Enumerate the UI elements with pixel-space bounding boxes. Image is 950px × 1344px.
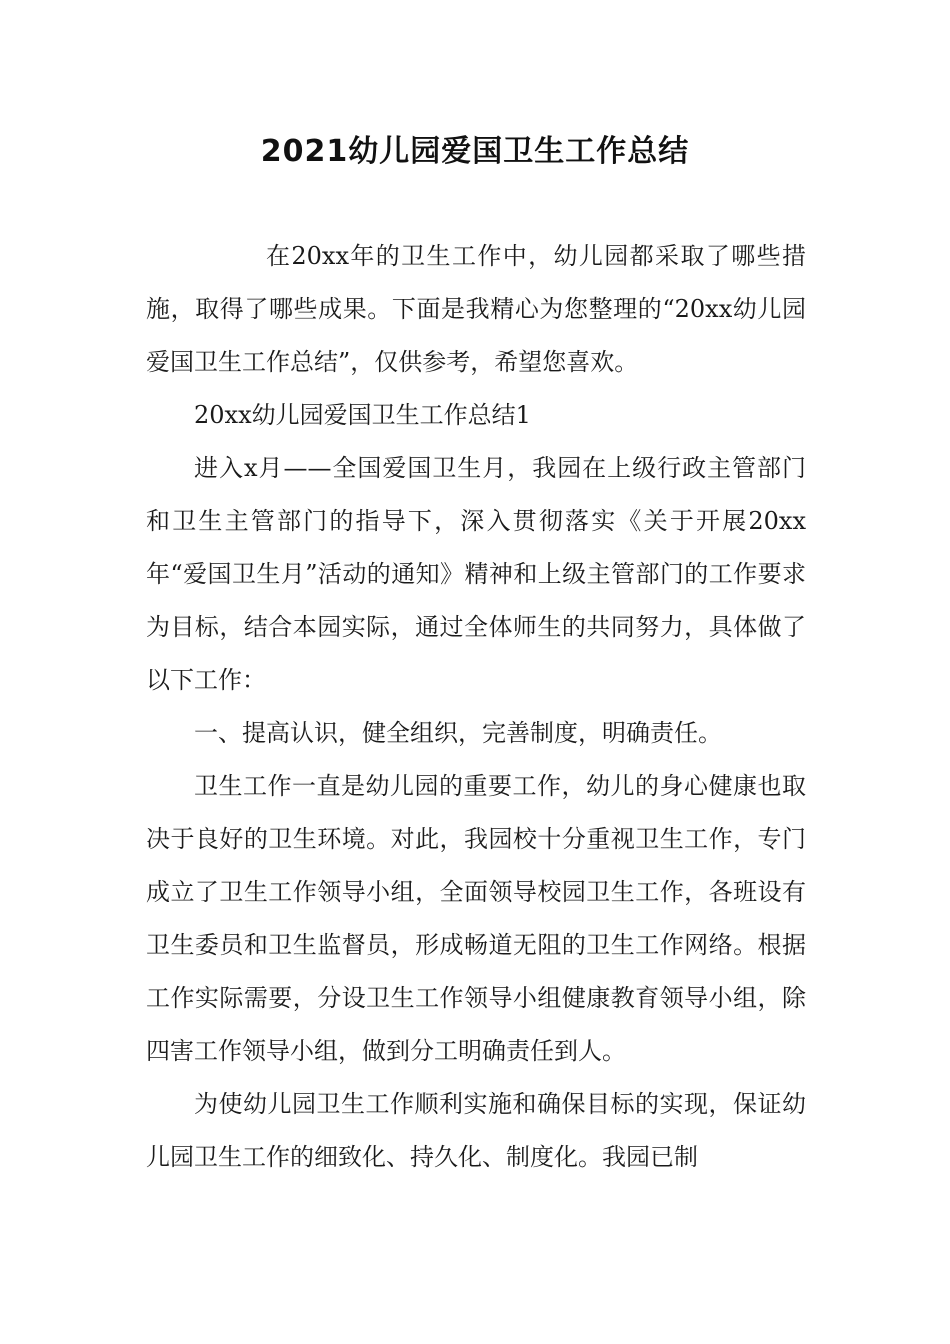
body-paragraph: 进入x月——全国爱国卫生月，我园在上级行政主管部门和卫生主管部门的指导下，深入贯彻落实《关于开展20xx年“爱国卫生月”活动的通知》精神和上级主管部门的工作要求为目标，结合本园实际，通过全体师生的共同努力，具体做了以下工作： xyxy=(146,454,806,694)
document-body xyxy=(146,230,806,1184)
subsection-heading: 一、提高认识，健全组织，完善制度，明确责任。 xyxy=(194,719,722,747)
document-title: 2021幼儿园爱国卫生工作总结 xyxy=(260,134,690,169)
intro-paragraph: 在20xx年的卫生工作中，幼儿园都采取了哪些措施，取得了哪些成果。下面是我精心为您整理的“20xx幼儿园爱国卫生工作总结”，仅供参考，希望您喜欢。 xyxy=(146,242,806,376)
section-heading: 20xx幼儿园爱国卫生工作总结1 xyxy=(194,401,531,429)
body-paragraph: 卫生工作一直是幼儿园的重要工作，幼儿的身心健康也取决于良好的卫生环境。对此，我园校十分重视卫生工作，专门成立了卫生工作领导小组，全面领导校园卫生工作，各班设有卫生委员和卫生监督员，形成畅道无阻的卫生工作网络。根据工作实际需要，分设卫生工作领导小组健康教育领导小组，除四害工作领导小组，做到分工明确责任到人。 xyxy=(146,772,806,1065)
body-paragraph: 为使幼儿园卫生工作顺利实施和确保目标的实现，保证幼儿园卫生工作的细致化、持久化、制度化。我园已制 xyxy=(146,1090,806,1171)
